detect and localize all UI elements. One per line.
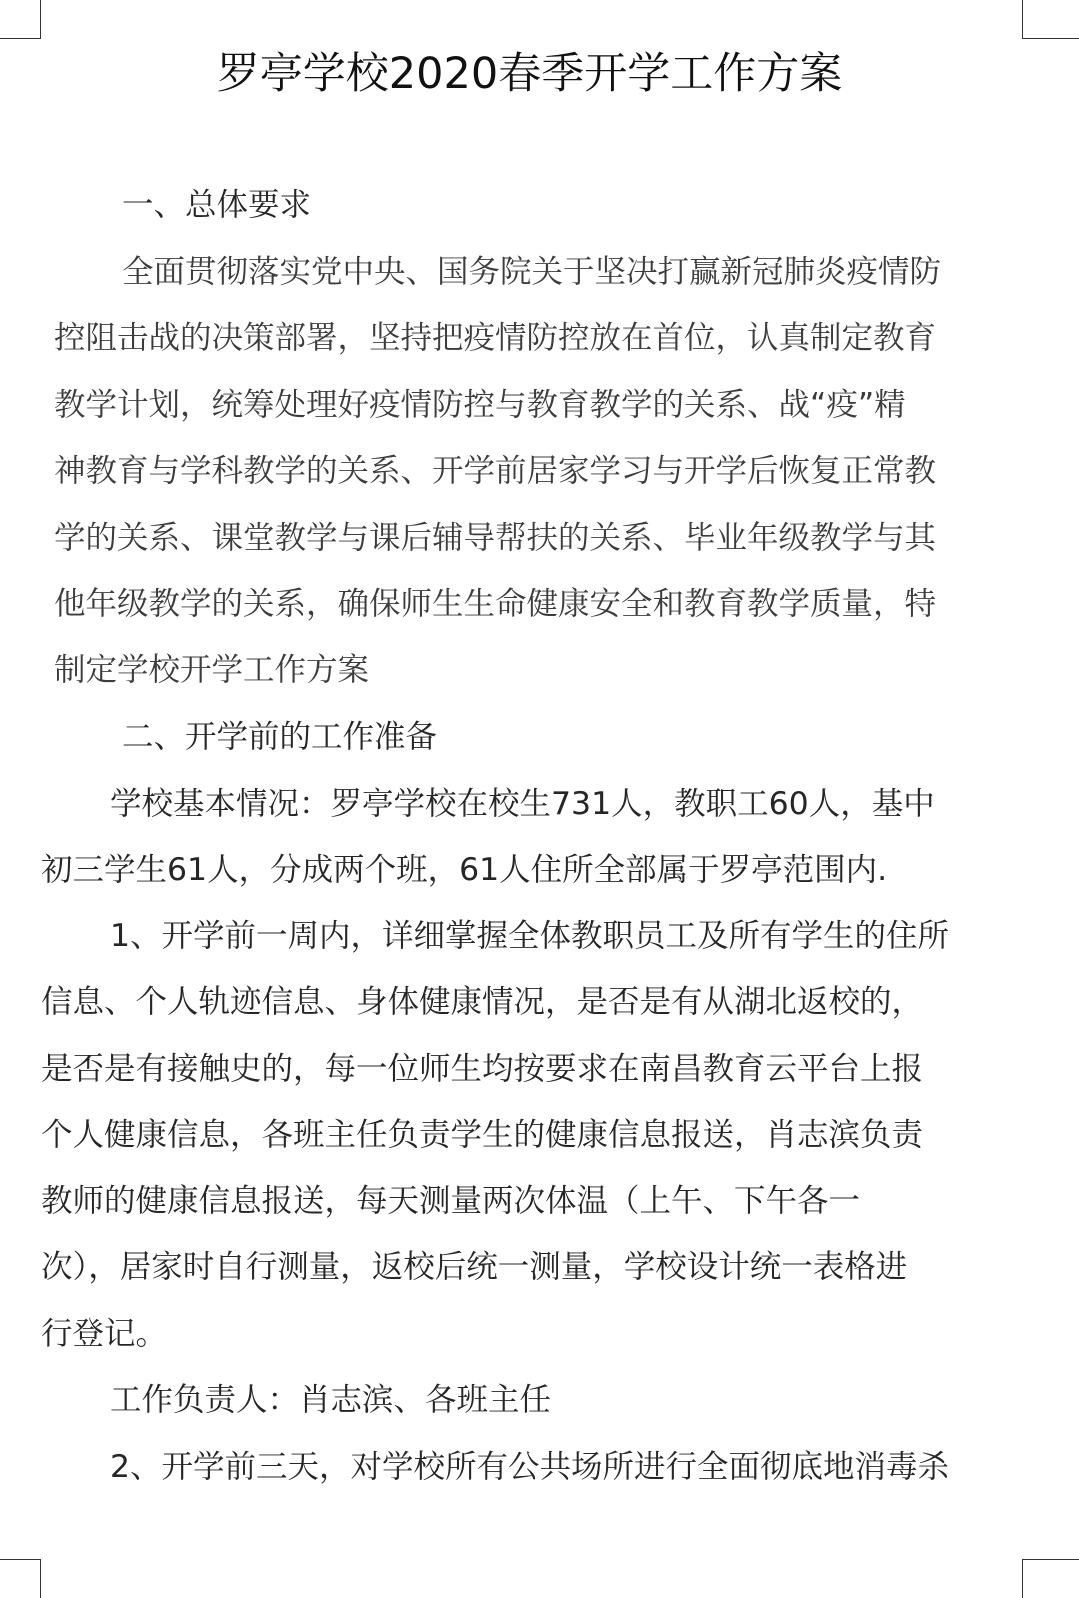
crop-mark-top-left xyxy=(0,0,41,39)
document-title: 罗亭学校2020春季开学工作方案 xyxy=(216,49,843,99)
basic-info-line: 学校基本情况：罗亭学校在校生731人，教职工60人，基中 xyxy=(110,786,935,822)
section-1-line: 教学计划，统筹处理好疫情防控与教育教学的关系、战“疫”精 xyxy=(54,387,906,423)
item-2-line: 2、开学前三天，对学校所有公共场所进行全面彻底地消毒杀 xyxy=(110,1449,950,1485)
section-1-line: 学的关系、课堂教学与课后辅导帮扶的关系、毕业年级教学与其 xyxy=(54,520,937,556)
responsible-person-line: 工作负责人：肖志滨、各班主任 xyxy=(110,1382,552,1418)
section-1-line: 他年级教学的关系，确保师生生命健康安全和教育教学质量，特 xyxy=(54,586,937,622)
crop-mark-bottom-left xyxy=(0,1559,41,1598)
section-1-line: 全面贯彻落实党中央、国务院关于坚决打赢新冠肺炎疫情防 xyxy=(122,254,942,290)
crop-mark-top-right xyxy=(1022,0,1079,39)
item-1-line: 行登记。 xyxy=(41,1316,168,1352)
section-1-line: 神教育与学科教学的关系、开学前居家学习与开学后恢复正常教 xyxy=(54,453,937,489)
section-1-line: 控阻击战的决策部署，坚持把疫情防控放在首位，认真制定教育 xyxy=(54,320,937,356)
section-1-heading: 一、总体要求 xyxy=(122,187,312,223)
section-2-heading: 二、开学前的工作准备 xyxy=(122,719,438,755)
item-1-line: 次），居家时自行测量，返校后统一测量，学校设计统一表格进 xyxy=(41,1249,908,1285)
crop-mark-bottom-right xyxy=(1022,1559,1079,1598)
item-1-line: 信息、个人轨迹信息、身体健康情况，是否是有从湖北返校的， xyxy=(41,984,924,1020)
item-1-line: 1、开学前一周内，详细掌握全体教职员工及所有学生的住所 xyxy=(110,918,950,954)
item-1-line: 个人健康信息，各班主任负责学生的健康信息报送，肖志滨负责 xyxy=(41,1117,924,1153)
section-1-line: 制定学校开学工作方案 xyxy=(54,652,370,688)
item-1-line: 教师的健康信息报送，每天测量两次体温（上午、下午各一 xyxy=(41,1183,861,1219)
basic-info-line: 初三学生61人，分成两个班，61人住所全部属于罗亭范围内. xyxy=(41,852,888,888)
item-1-line: 是否是有接触史的，每一位师生均按要求在南昌教育云平台上报 xyxy=(41,1051,924,1087)
